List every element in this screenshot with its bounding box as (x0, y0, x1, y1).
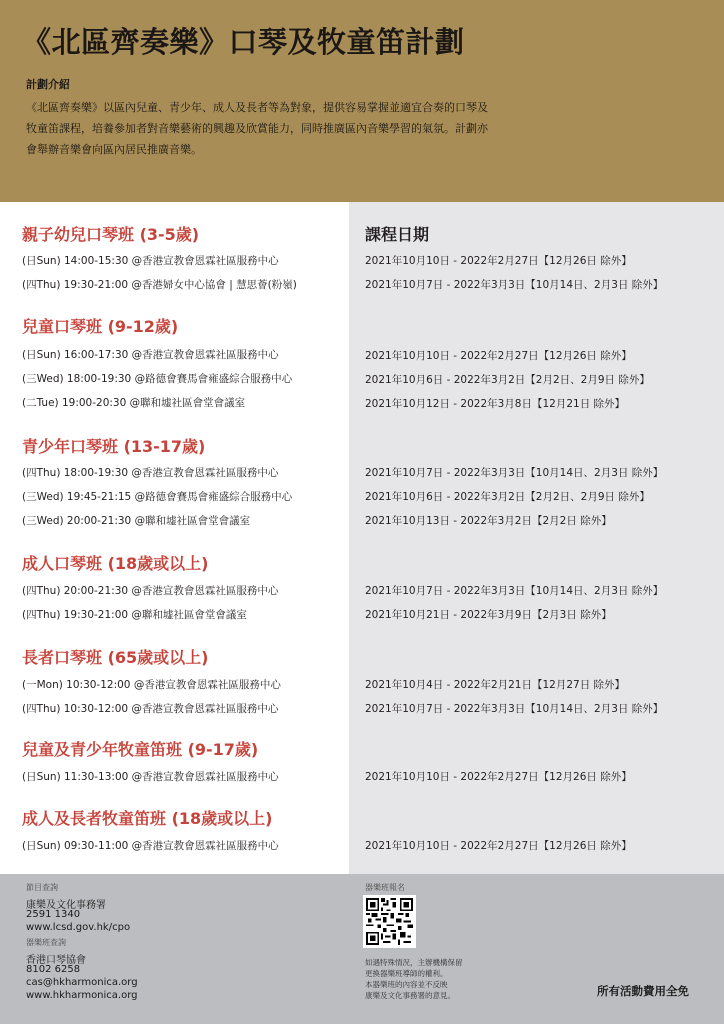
course-title: 兒童及青少年牧童笛班 (9-17歲) (22, 740, 259, 759)
course-dates: 2021年10月6日 - 2022年3月2日【2月2日、2月9日 除外】 (365, 491, 650, 503)
course-title: 青少年口琴班 (13-17歲) (22, 437, 206, 456)
course-dates: 2021年10月10日 - 2022年2月27日【12月26日 除外】 (365, 255, 632, 267)
lcsd-phone: 2591 1340 (26, 909, 81, 920)
course-session: (四Thu) 19:30-21:00 @香港婦女中心協會 | 慧思薈(粉嶺) (22, 279, 297, 291)
course-session: (三Wed) 18:00-19:30 @路德會賽馬會雍盛綜合服務中心 (22, 373, 293, 385)
free-of-charge-note: 所有活動費用全免 (597, 984, 689, 998)
page-title: 《北區齊奏樂》口琴及牧童笛計劃 (22, 25, 465, 59)
disclaimer-line: 康樂及文化事務署的意見。 (365, 991, 455, 1000)
intro-heading: 計劃介紹 (26, 78, 70, 91)
hk-harmonica-phone: 8102 6258 (26, 964, 81, 975)
disclaimer-line: 更換器樂班導師的權利。 (365, 969, 448, 978)
qr-code[interactable] (363, 895, 416, 948)
header-banner (0, 0, 724, 202)
hk-harmonica-website-link[interactable]: www.hkharmonica.org (26, 990, 138, 1001)
lcsd-name: 康樂及文化事務署 (26, 900, 106, 911)
course-title: 成人及長者牧童笛班 (18歲或以上) (22, 809, 273, 828)
disclaimer-line: 如遇特殊情況，主辦機構保留 (365, 958, 463, 967)
intro-paragraph: 《北區齊奏樂》以區內兒童、青少年、成人及長者等為對象，提供容易掌握並適宜合奏的口琴及牧童笛課程，培養參加者對音樂藝術的興趣及欣賞能力，同時推廣區內音樂學習的氣氛。計劃亦會舉辦音樂會向區內居民推廣音樂。 (26, 101, 488, 156)
course-session: (四Thu) 18:00-19:30 @香港宣教會恩霖社區服務中心 (22, 467, 279, 479)
qr-code-icon (366, 898, 413, 945)
course-session: (四Thu) 10:30-12:00 @香港宣教會恩霖社區服務中心 (22, 703, 279, 715)
course-session: (日Sun) 14:00-15:30 @香港宣教會恩霖社區服務中心 (22, 255, 279, 267)
dates-heading: 課程日期 (365, 225, 430, 244)
course-dates: 2021年10月10日 - 2022年2月27日【12月26日 除外】 (365, 840, 632, 852)
disclaimer-line: 本器樂班的內容並不反映 (365, 980, 448, 989)
course-session: (三Wed) 20:00-21:30 @聯和墟社區會堂會議室 (22, 515, 251, 527)
course-title: 兒童口琴班 (9-12歲) (22, 317, 179, 336)
course-session: (四Thu) 19:30-21:00 @聯和墟社區會堂會議室 (22, 609, 247, 621)
course-dates: 2021年10月10日 - 2022年2月27日【12月26日 除外】 (365, 350, 632, 362)
hk-harmonica-email-link[interactable]: cas@hkharmonica.org (26, 977, 138, 988)
hk-harmonica-name: 香港口琴協會 (26, 955, 86, 966)
course-session: (三Wed) 19:45-21:15 @路德會賽馬會雍盛綜合服務中心 (22, 491, 293, 503)
course-dates: 2021年10月13日 - 2022年3月2日【2月2日 除外】 (365, 515, 612, 527)
lcsd-website-link[interactable]: www.lcsd.gov.hk/cpo (26, 922, 131, 933)
program-enquiry-label: 節目查詢 (26, 883, 58, 892)
course-session: (日Sun) 16:00-17:30 @香港宣教會恩霖社區服務中心 (22, 349, 279, 361)
course-dates: 2021年10月4日 - 2022年2月21日【12月27日 除外】 (365, 679, 626, 691)
course-dates: 2021年10月7日 - 2022年3月3日【10月14日、2月3日 除外】 (365, 585, 664, 597)
course-dates: 2021年10月12日 - 2022年3月8日【12月21日 除外】 (365, 398, 626, 410)
course-dates: 2021年10月7日 - 2022年3月3日【10月14日、2月3日 除外】 (365, 703, 664, 715)
course-session: (日Sun) 09:30-11:00 @香港宣教會恩霖社區服務中心 (22, 840, 279, 852)
course-dates: 2021年10月21日 - 2022年3月9日【2月3日 除外】 (365, 609, 612, 621)
course-session: (四Thu) 20:00-21:30 @香港宣教會恩霖社區服務中心 (22, 585, 279, 597)
course-title: 親子幼兒口琴班 (3-5歲) (22, 225, 200, 244)
course-session: (一Mon) 10:30-12:00 @香港宣教會恩霖社區服務中心 (22, 679, 281, 691)
class-enquiry-label: 器樂班查詢 (26, 938, 66, 947)
course-dates: 2021年10月6日 - 2022年3月2日【2月2日、2月9日 除外】 (365, 374, 650, 386)
course-session: (日Sun) 11:30-13:00 @香港宣教會恩霖社區服務中心 (22, 771, 279, 783)
course-dates: 2021年10月7日 - 2022年3月3日【10月14日、2月3日 除外】 (365, 467, 664, 479)
course-dates: 2021年10月10日 - 2022年2月27日【12月26日 除外】 (365, 771, 632, 783)
registration-label: 器樂班報名 (365, 883, 405, 892)
course-title: 長者口琴班 (65歲或以上) (22, 648, 209, 667)
course-title: 成人口琴班 (18歲或以上) (22, 554, 209, 573)
course-dates: 2021年10月7日 - 2022年3月3日【10月14日、2月3日 除外】 (365, 279, 664, 291)
course-session: (二Tue) 19:00-20:30 @聯和墟社區會堂會議室 (22, 397, 246, 409)
footer (0, 874, 724, 1024)
